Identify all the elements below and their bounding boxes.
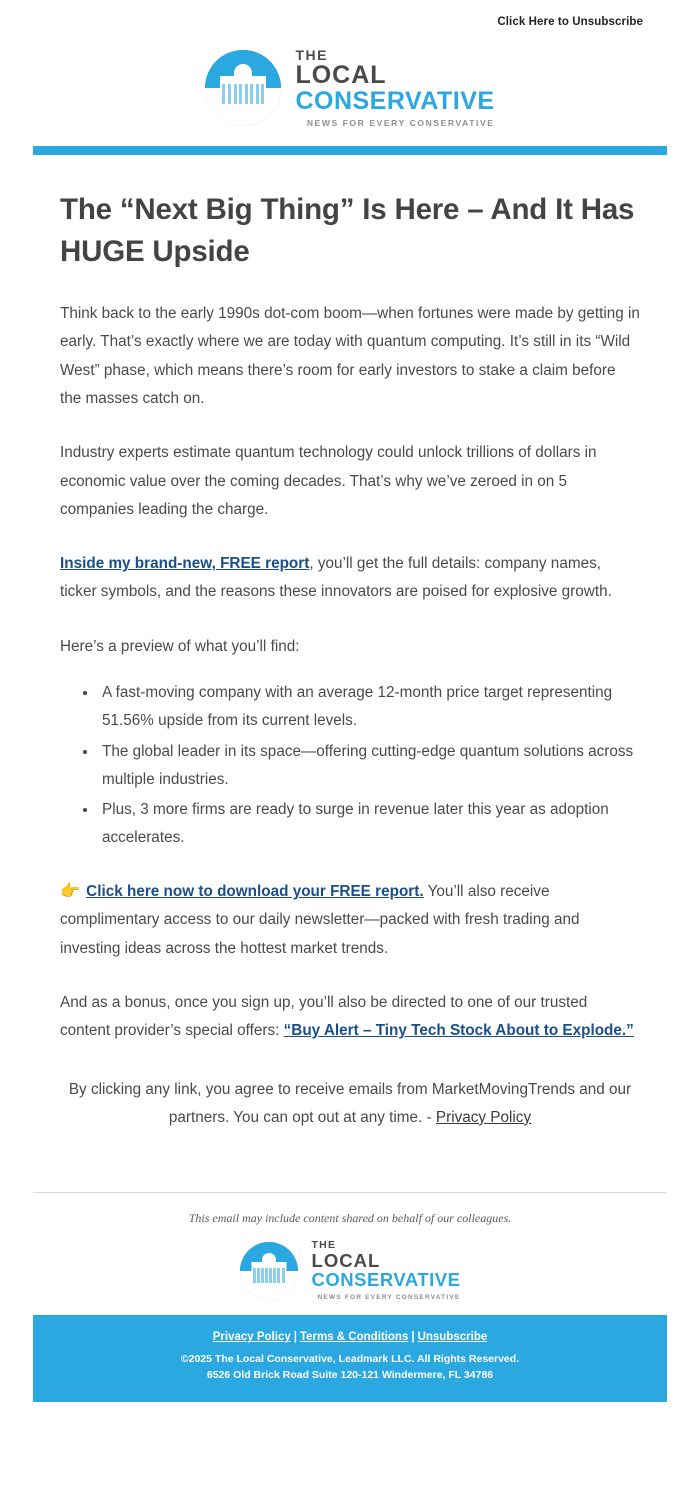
footer-separator-2: | xyxy=(411,1331,415,1344)
capitol-building-icon xyxy=(205,50,281,126)
paragraph-1: Think back to the early 1990s dot-com boom—when fortunes were made by getting in early. That’s exactly where we are today with quantum computing. It’s still in its “Wild West” phase, which means there’s room for early investors to stake a claim before the masses catch on. xyxy=(60,305,640,407)
cta-rest-text: You’ll also receive complimentary access to our daily newsletter—packed with fresh trading and investing ideas across the hottest market trends. xyxy=(60,882,580,957)
buy-alert-link[interactable]: “Buy Alert – Tiny Tech Stock About to Explode.” xyxy=(283,1022,634,1040)
free-report-link[interactable]: Inside my brand-new, FREE report xyxy=(60,555,310,573)
brand-tagline: NEWS FOR EVERY CONSERVATIVE xyxy=(306,118,495,128)
brand-line-3: CONSERVATIVE xyxy=(295,87,495,115)
list-item: • A fast-moving company with an average 12-month price target representing 51.56% upside from its current levels. xyxy=(98,679,640,736)
footer-separator-1: | xyxy=(293,1331,297,1344)
page-title: The “Next Big Thing” Is Here – And It Has HUGE Upside xyxy=(60,192,635,269)
footer-note: This email may include content shared on behalf of our colleagues. xyxy=(188,1211,512,1226)
footer-copyright: ©2025 The Local Conservative, Leadmark LLC. All Rights Reserved. xyxy=(180,1353,520,1366)
footer-brand-lockup[interactable] xyxy=(240,1240,461,1301)
privacy-policy-inline-link[interactable]: Privacy Policy xyxy=(435,1108,532,1126)
footer-unsubscribe-link[interactable]: Unsubscribe xyxy=(417,1331,488,1344)
pointing-hand-icon: 👉 xyxy=(60,882,80,900)
preview-intro: Here’s a preview of what you’ll find: xyxy=(60,637,300,655)
footer-privacy-policy-link[interactable]: Privacy Policy xyxy=(212,1331,291,1344)
top-bar xyxy=(0,0,700,38)
list-item: • The global leader in its space—offering cutting-edge quantum solutions across multiple industries. xyxy=(98,738,640,795)
bonus-paragraph xyxy=(60,989,640,1046)
paragraph-3 xyxy=(60,550,640,607)
brand-line-1: THE xyxy=(295,47,328,63)
footer-bar xyxy=(33,1315,667,1402)
consent-disclaimer xyxy=(60,1076,640,1133)
preview-list xyxy=(60,679,640,853)
footer-brand-line-1: THE xyxy=(311,1239,337,1252)
footer-address: 6526 Old Brick Road Suite 120-121 Windermere, FL 34786 xyxy=(206,1368,494,1381)
cta-download-link[interactable]: Click here now to download your FREE report. xyxy=(86,882,424,900)
footer-brand-tagline: NEWS FOR EVERY CONSERVATIVE xyxy=(317,1293,461,1301)
list-item: • Plus, 3 more firms are ready to surge in revenue later this year as adoption accelerates. xyxy=(98,796,640,853)
paragraph-3-rest: , you’ll get the full details: company names, ticker symbols, and the reasons these innovators are poised for explosive growth. xyxy=(60,555,612,601)
email-body xyxy=(0,155,700,1133)
cta-paragraph xyxy=(60,877,640,963)
accent-divider xyxy=(33,146,667,155)
header-logo xyxy=(0,38,700,146)
footer-logo xyxy=(0,1236,700,1315)
footer-brand-line-3: CONSERVATIVE xyxy=(311,1269,461,1291)
footer-brand-line-2: LOCAL xyxy=(311,1249,381,1271)
footer-brand-text xyxy=(312,1240,461,1301)
bonus-intro-text: And as a bonus, once you sign up, you’ll also be directed to one of our trusted content provider’s special offers: xyxy=(60,993,588,1040)
brand-line-2: LOCAL xyxy=(295,61,387,89)
footer-terms-link[interactable]: Terms & Conditions xyxy=(299,1331,409,1344)
paragraph-2: Industry experts estimate quantum technology could unlock trillions of dollars in economic value over the coming decades. That’s why we’ve zeroed in on 5 companies leading the charge. xyxy=(60,444,597,518)
footer-links xyxy=(33,1331,667,1343)
unsubscribe-top-link[interactable]: Click Here to Unsubscribe xyxy=(497,16,643,28)
brand-text xyxy=(295,48,494,128)
capitol-building-icon xyxy=(240,1242,298,1300)
disclaimer-text: By clicking any link, you agree to receive emails from MarketMovingTrends and our partners. You can opt out at any time. - xyxy=(68,1080,632,1126)
brand-lockup[interactable] xyxy=(205,48,494,128)
